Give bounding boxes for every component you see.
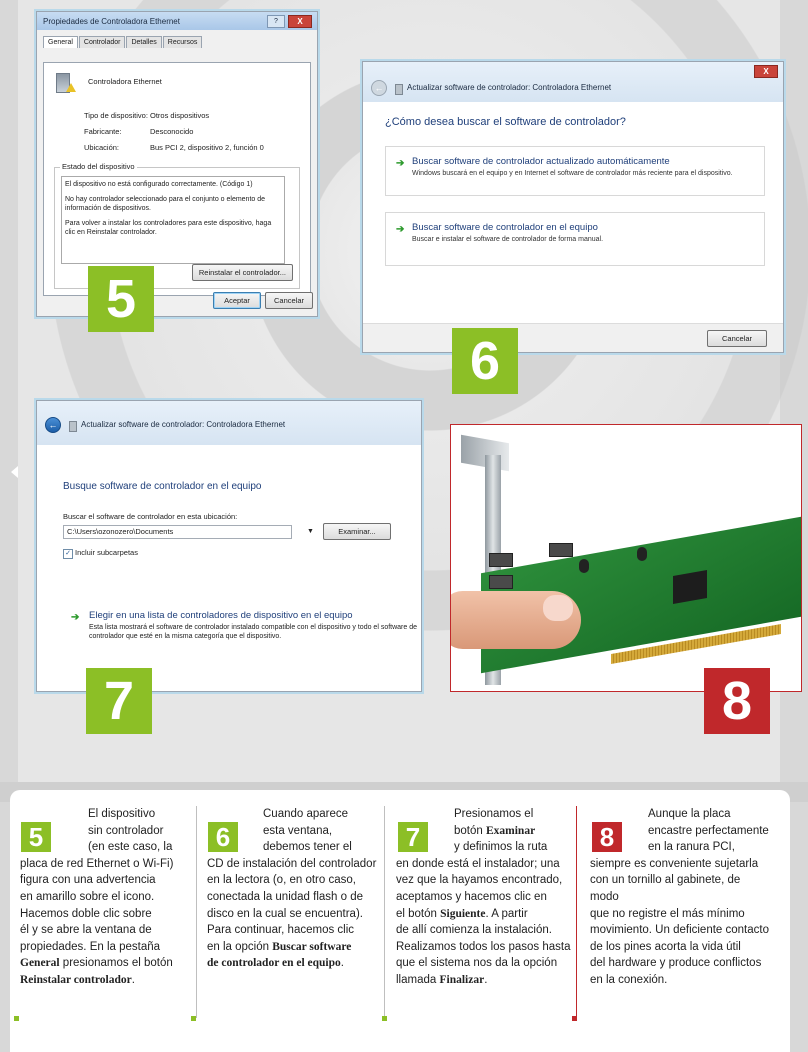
column-separator [576,806,577,1018]
tab-details[interactable]: Detalles [126,36,161,48]
general-tab-panel [43,62,311,296]
capacitor [637,547,647,561]
help-button[interactable]: ? [267,15,285,28]
caption-line: propiedades. En la pestaña [20,940,161,953]
caption-line [20,972,200,989]
caption-line: placa de red Ethernet o Wi-Fi) [20,857,174,870]
caption-text: . [484,973,488,986]
caption-line: vez que la hayamos encontrado, [396,874,563,887]
caption-line: Aunque la placa [648,808,731,820]
reinstall-driver-button[interactable]: Reinstalar el controlador... [192,264,293,281]
caption-line: El dispositivo [88,808,156,820]
caption-line: (en este caso, la [88,841,173,854]
caption-line: Cuando aparece [263,808,349,820]
bold-term: Reinstalar controlador [20,973,132,986]
close-button[interactable]: X [754,65,778,78]
usb-port [549,543,573,557]
status-line: El dispositivo no está configurado correctamente. (Código 1) [65,181,253,188]
caption-text: en la opción [207,940,273,953]
caption-badge-6: 6 [208,822,238,852]
device-icon [395,84,403,95]
caption-line: del hardware y produce conflictos [590,957,762,970]
wizard-title: Actualizar software de controlador: Controladora Ethernet [407,83,612,92]
ok-button[interactable]: Aceptar [213,292,261,309]
bold-term: General [20,957,60,970]
bold-term: Buscar software [272,940,352,953]
caption-line: Hacemos doble clic sobre [20,907,152,920]
green-arrow-icon: ➔ [396,224,405,235]
option-search-automatically[interactable] [385,146,765,196]
tab-driver[interactable]: Controlador [79,36,126,48]
wizard-title: Actualizar software de controlador: Controladora Ethernet [81,420,286,429]
column-end-marker [382,1016,387,1021]
wizard-footer [363,323,783,352]
status-textbox[interactable] [61,176,285,264]
caption-line [396,823,576,840]
device-properties-window [36,11,318,317]
step-badge-5: 5 [88,266,154,332]
step-badge-8: 8 [704,668,770,734]
caption-line: figura con una advertencia [20,874,156,887]
step-badge-7: 7 [86,668,152,734]
bold-term: Finalizar [439,973,485,986]
caption-line: y definimos la ruta [454,841,548,854]
caption-line: encastre perfectamente [648,824,769,837]
caption-line: que no registre el más mínimo [590,907,745,920]
caption-text: botón [454,824,486,837]
column-end-marker [14,1016,19,1021]
caption-text: llamada [396,973,440,986]
caption-line: aceptamos y hacemos clic en [396,890,547,903]
caption-line: sin controlador [88,824,164,837]
caption-text: presionamos el botón [59,957,173,970]
bold-term: de controlador en el equipo [207,957,341,970]
caption-line [207,955,387,972]
prop-value-manufacturer: Desconocido [150,127,194,136]
tab-general[interactable]: General [43,36,78,48]
caption-step-5 [20,806,200,989]
wizard-header [37,401,421,445]
caption-line: que el sistema nos da la opción [396,957,558,970]
option-description: Windows buscará en el equipo y en Internet el software de controlador más reciente para el dispositivo. [412,170,733,177]
caption-line: con un tornillo al gabinete, de modo [590,874,741,903]
capacitor [579,559,589,573]
caption-line: esta ventana, [263,824,333,837]
prop-label-location: Ubicación: [84,143,120,152]
wizard-heading: Busque software de controlador en el equipo [63,481,262,492]
prop-label-type: Tipo de dispositivo: [84,111,148,120]
caption-text: . A partir [485,907,528,920]
back-arrow-icon[interactable]: ← [45,417,61,433]
caption-line: en la conexión. [590,973,668,986]
wizard-question: ¿Cómo desea buscar el software de controlador? [385,116,626,128]
bold-term: Siguiente [440,907,486,920]
window-title: Propiedades de Controladora Ethernet [43,16,180,26]
caption-line: de los pines acorta la vida útil [590,940,741,953]
include-subfolders-checkbox[interactable]: ✓ [63,549,73,559]
tab-bar [43,36,317,48]
bold-term: Examinar [485,824,536,837]
cancel-button[interactable]: Cancelar [265,292,313,309]
column-separator [196,806,197,1018]
device-icon [69,421,77,432]
column-end-marker [572,1016,577,1021]
caption-line: siempre es conveniente sujetarla [590,857,759,870]
caption-text: . [131,973,135,986]
option-title: Buscar software de controlador en el equipo [412,222,598,233]
caption-text: . [340,957,344,970]
caption-line: en amarillo sobre el icono. [20,890,155,903]
usb-port [489,575,513,589]
caption-step-8 [590,806,770,989]
network-card-photo [450,424,802,692]
prop-label-manufacturer: Fabricante: [84,127,122,136]
caption-line: Para continuar, hacemos clic [207,924,355,937]
controller-chip [673,570,707,604]
caption-badge-8: 8 [592,822,622,852]
caption-line [207,939,387,956]
caption-line [396,972,576,989]
option-description: Esta lista mostrará el software de controlador instalado compatible con el dispositivo y todo el software de controlador que esté en la misma categoría que el dispositivo. [89,624,418,640]
column-end-marker [191,1016,196,1021]
option-title: Buscar software de controlador actualizado automáticamente [412,156,670,167]
caption-line [396,906,576,923]
caption-line: conectada la unidad flash o de [207,890,364,903]
browse-driver-window [36,400,422,692]
status-line: Para volver a instalar los controladores para este dispositivo, haga clic en Reinstalar controlador. [65,220,272,236]
green-arrow-icon: ➔ [71,612,80,623]
close-button[interactable]: X [288,15,312,28]
step-badge-6: 6 [452,328,518,394]
caption-badge-5: 5 [21,822,51,852]
caption-step-6 [207,806,387,972]
caption-badge-7: 7 [398,822,428,852]
column-separator [384,806,385,1018]
usb-port [489,553,513,567]
option-browse-computer[interactable] [385,212,765,266]
caption-line: Realizamos todos los pasos hasta [396,940,571,953]
prop-value-location: Bus PCI 2, dispositivo 2, función 0 [150,143,264,152]
caption-line: él y se abre la ventana de [20,924,152,937]
caption-line: en donde está el instalador; una [396,857,560,870]
back-arrow-icon[interactable]: ← [371,80,387,96]
caption-text: el botón [396,907,441,920]
caption-step-7 [396,806,576,989]
device-name: Controladora Ethernet [88,77,162,86]
group-title: Estado del dispositivo [62,162,135,171]
cancel-button[interactable]: Cancelar [707,330,767,347]
caption-line: CD de instalación del controlador [207,857,377,870]
warning-icon [66,83,76,92]
dropdown-arrow-icon[interactable]: ▼ [307,528,314,535]
prop-value-type: Otros dispositivos [150,111,210,120]
update-driver-wizard-window [362,61,784,353]
caption-line: en la lectora (o, en otro caso, [207,874,356,887]
caption-line: movimiento. Un deficiente contacto [590,924,769,937]
pick-from-list-link[interactable]: Elegir en una lista de controladores de dispositivo en el equipo [89,610,353,621]
previous-page-arrow-icon[interactable] [11,466,18,478]
option-description: Buscar e instalar el software de controlador de forma manual. [412,236,604,243]
fingernail [543,595,573,621]
caption-line: debemos tener el [263,841,352,854]
caption-line: Presionamos el [454,808,534,820]
green-arrow-icon: ➔ [396,158,405,169]
caption-line: de allí comienza la instalación. [396,924,552,937]
include-subfolders-label: Incluir subcarpetas [75,548,138,557]
caption-line: en la ranura PCI, [648,841,735,854]
path-input[interactable]: C:\Users\ozonozero\Documents [63,525,292,539]
caption-line [20,955,200,972]
path-label: Buscar el software de controlador en esta ubicación: [63,512,238,521]
browse-button[interactable]: Examinar... [323,523,391,540]
tab-resources[interactable]: Recursos [163,36,203,48]
status-line: No hay controlador seleccionado para el conjunto o elemento de información de dispositivos. [65,196,266,212]
caption-line: disco en la cual se encuentra). [207,907,363,920]
wizard-header [363,62,783,102]
titlebar [37,12,317,30]
